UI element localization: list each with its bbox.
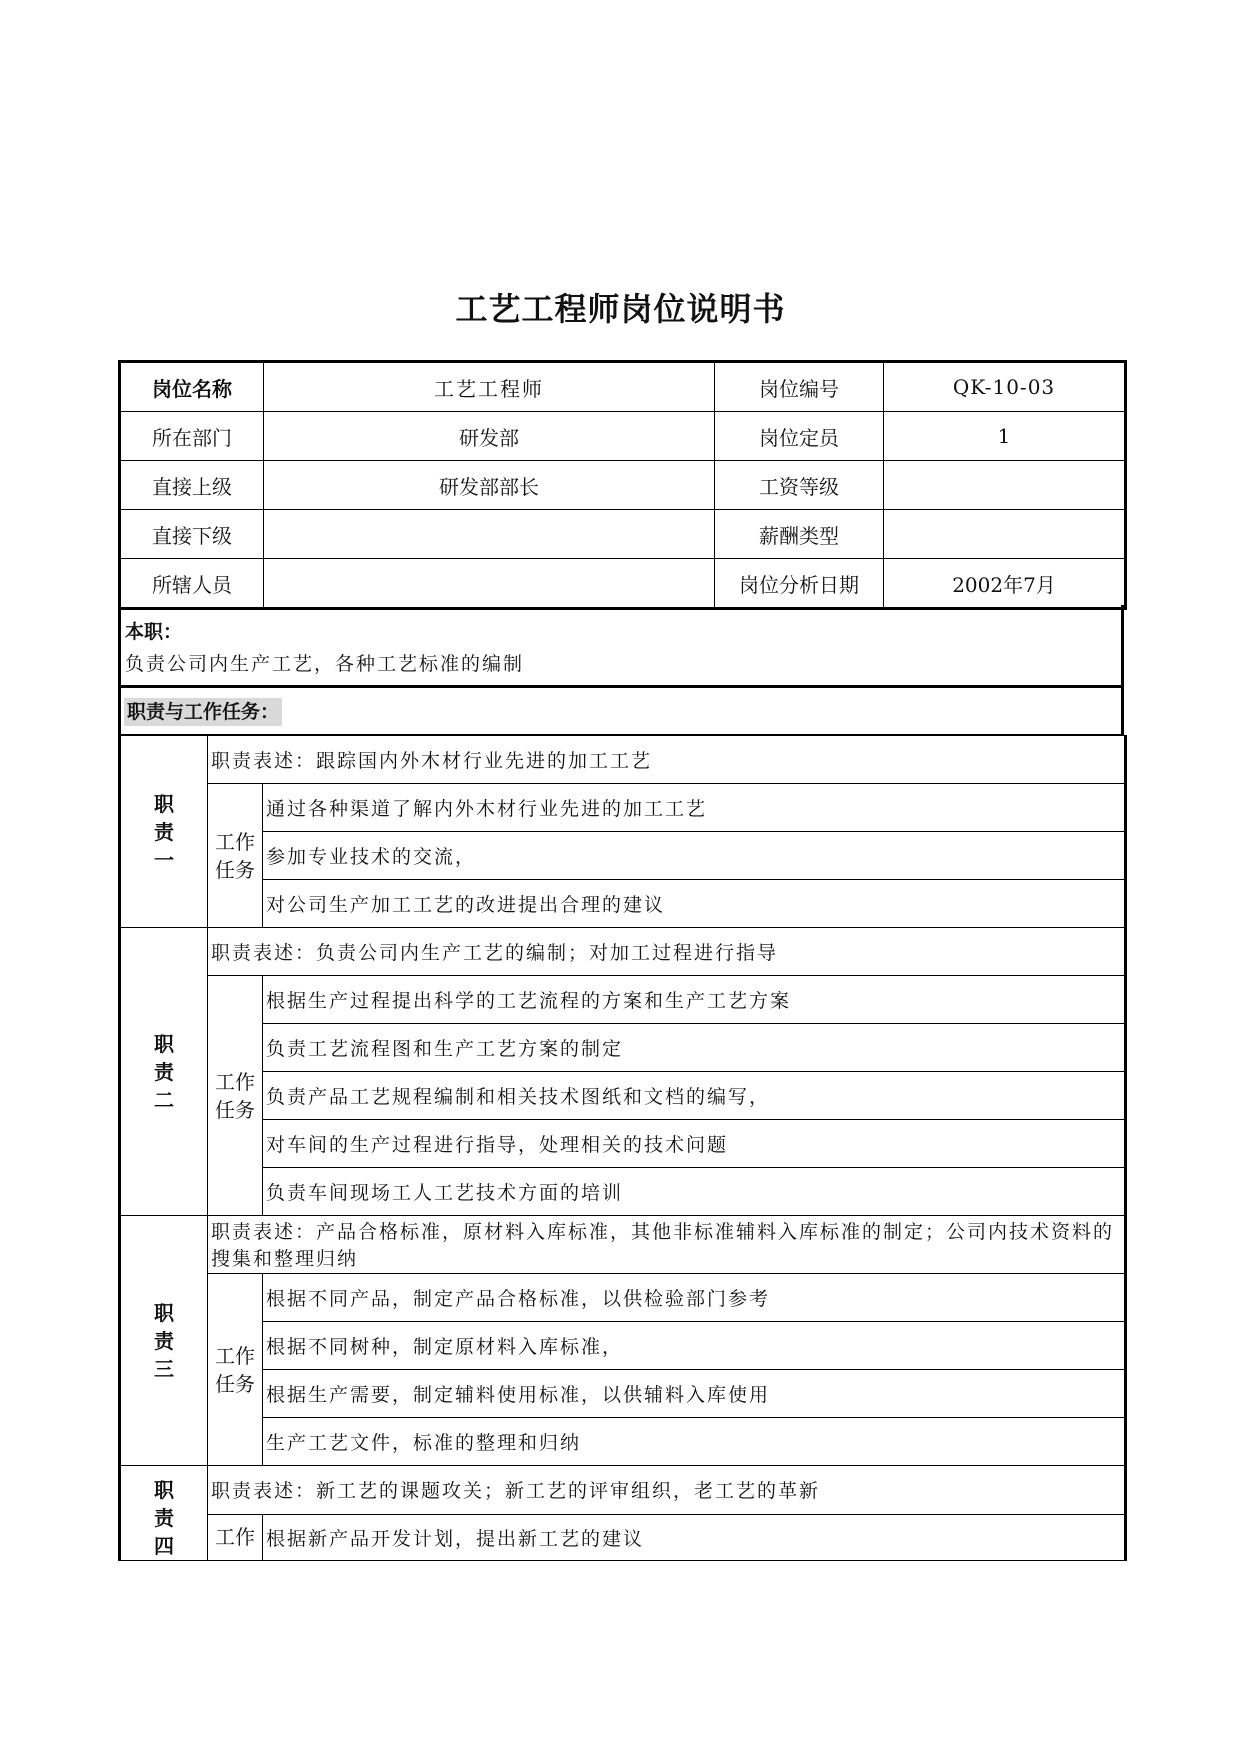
position-name-value: 工艺工程师 (264, 362, 715, 412)
table-row (120, 736, 1126, 784)
table-row (120, 362, 1126, 412)
table-row (120, 1168, 1126, 1216)
work-task-text: 工作任务 (215, 1069, 255, 1122)
table-row (120, 1418, 1126, 1466)
responsibility-1-description: 职责表述：跟踪国内外木材行业先进的加工工艺 (208, 736, 1126, 784)
responsibility-4-description: 职责表述：新工艺的课题攻关；新工艺的评审组织，老工艺的革新 (208, 1466, 1126, 1515)
table-row (120, 412, 1126, 461)
work-task-label (208, 1274, 263, 1466)
position-code-value: QK-10-03 (884, 362, 1126, 412)
responsibility-3-description: 职责表述：产品合格标准，原材料入库标准，其他非标准辅料入库标准的制定；公司内技术资料的搜集和整理归纳 (208, 1216, 1126, 1274)
table-row (120, 1072, 1126, 1120)
department-value: 研发部 (264, 412, 715, 461)
salary-grade-value (884, 461, 1126, 510)
responsibility-1-label (120, 736, 208, 928)
responsibilities-header (118, 688, 1124, 735)
responsibility-2-description: 职责表述：负责公司内生产工艺的编制；对加工过程进行指导 (208, 928, 1126, 976)
table-row (120, 1216, 1126, 1274)
responsibilities-heading: 职责与工作任务： (124, 698, 282, 726)
task-item: 对公司生产加工工艺的改进提出合理的建议 (263, 880, 1126, 928)
responsibility-label-text: 职责一 (154, 791, 174, 872)
duty-heading: 本职： (125, 621, 183, 643)
task-item: 参加专业技术的交流， (263, 832, 1126, 880)
subordinate-label: 直接下级 (120, 510, 264, 559)
responsibility-label-text: 职责四 (154, 1478, 174, 1558)
analysis-date-label: 岗位分析日期 (715, 559, 884, 609)
page-title: 工艺工程师岗位说明书 (455, 290, 786, 328)
pay-type-value (884, 510, 1126, 559)
table-row (120, 1514, 1126, 1561)
table-row (120, 784, 1126, 832)
task-item: 负责产品工艺规程编制和相关技术图纸和文档的编写， (263, 1072, 1126, 1120)
responsibility-label-text: 职责三 (154, 1300, 174, 1381)
duty-text: 负责公司内生产工艺，各种工艺标准的编制 (125, 653, 525, 675)
department-label: 所在部门 (120, 412, 264, 461)
task-item: 通过各种渠道了解内外木材行业先进的加工工艺 (263, 784, 1126, 832)
task-item: 根据不同产品，制定产品合格标准，以供检验部门参考 (263, 1274, 1126, 1322)
responsibility-label-text: 职责二 (154, 1031, 174, 1112)
table-row (120, 976, 1126, 1024)
table-row (120, 1274, 1126, 1322)
responsibility-4-label (120, 1466, 208, 1561)
responsibility-3-label (120, 1216, 208, 1466)
analysis-date-value: 2002年7月 (884, 559, 1126, 609)
work-task-text: 工作任务 (215, 829, 255, 882)
table-row (120, 1024, 1126, 1072)
task-item: 生产工艺文件，标准的整理和归纳 (263, 1418, 1126, 1466)
responsibility-2-label (120, 928, 208, 1216)
table-row (120, 880, 1126, 928)
task-item: 根据新产品开发计划，提出新工艺的建议 (263, 1514, 1126, 1561)
table-row (120, 1370, 1126, 1418)
position-code-label: 岗位编号 (715, 362, 884, 412)
work-task-label (208, 784, 263, 928)
task-item: 对车间的生产过程进行指导，处理相关的技术问题 (263, 1120, 1126, 1168)
pay-type-label: 薪酬类型 (715, 510, 884, 559)
work-task-text: 工作任务 (215, 1343, 255, 1396)
position-info-table (118, 360, 1127, 610)
superior-label: 直接上级 (120, 461, 264, 510)
table-row (120, 510, 1126, 559)
responsibilities-table (118, 735, 1127, 1561)
work-task-label: 工作 (208, 1514, 263, 1561)
work-task-label (208, 976, 263, 1216)
staff-value (264, 559, 715, 609)
table-row (120, 1322, 1126, 1370)
table-row (120, 1120, 1126, 1168)
headcount-label: 岗位定员 (715, 412, 884, 461)
salary-grade-label: 工资等级 (715, 461, 884, 510)
headcount-value: 1 (884, 412, 1126, 461)
task-item: 根据不同树种，制定原材料入库标准， (263, 1322, 1126, 1370)
subordinate-value (264, 510, 715, 559)
duty-section (118, 605, 1124, 688)
table-row (120, 832, 1126, 880)
table-row (120, 461, 1126, 510)
position-name-label: 岗位名称 (120, 362, 264, 412)
task-item: 根据生产需要，制定辅料使用标准，以供辅料入库使用 (263, 1370, 1126, 1418)
task-item: 负责工艺流程图和生产工艺方案的制定 (263, 1024, 1126, 1072)
superior-value: 研发部部长 (264, 461, 715, 510)
staff-label: 所辖人员 (120, 559, 264, 609)
task-item: 负责车间现场工人工艺技术方面的培训 (263, 1168, 1126, 1216)
table-row (120, 928, 1126, 976)
table-row (120, 559, 1126, 609)
table-row (120, 1466, 1126, 1515)
task-item: 根据生产过程提出科学的工艺流程的方案和生产工艺方案 (263, 976, 1126, 1024)
